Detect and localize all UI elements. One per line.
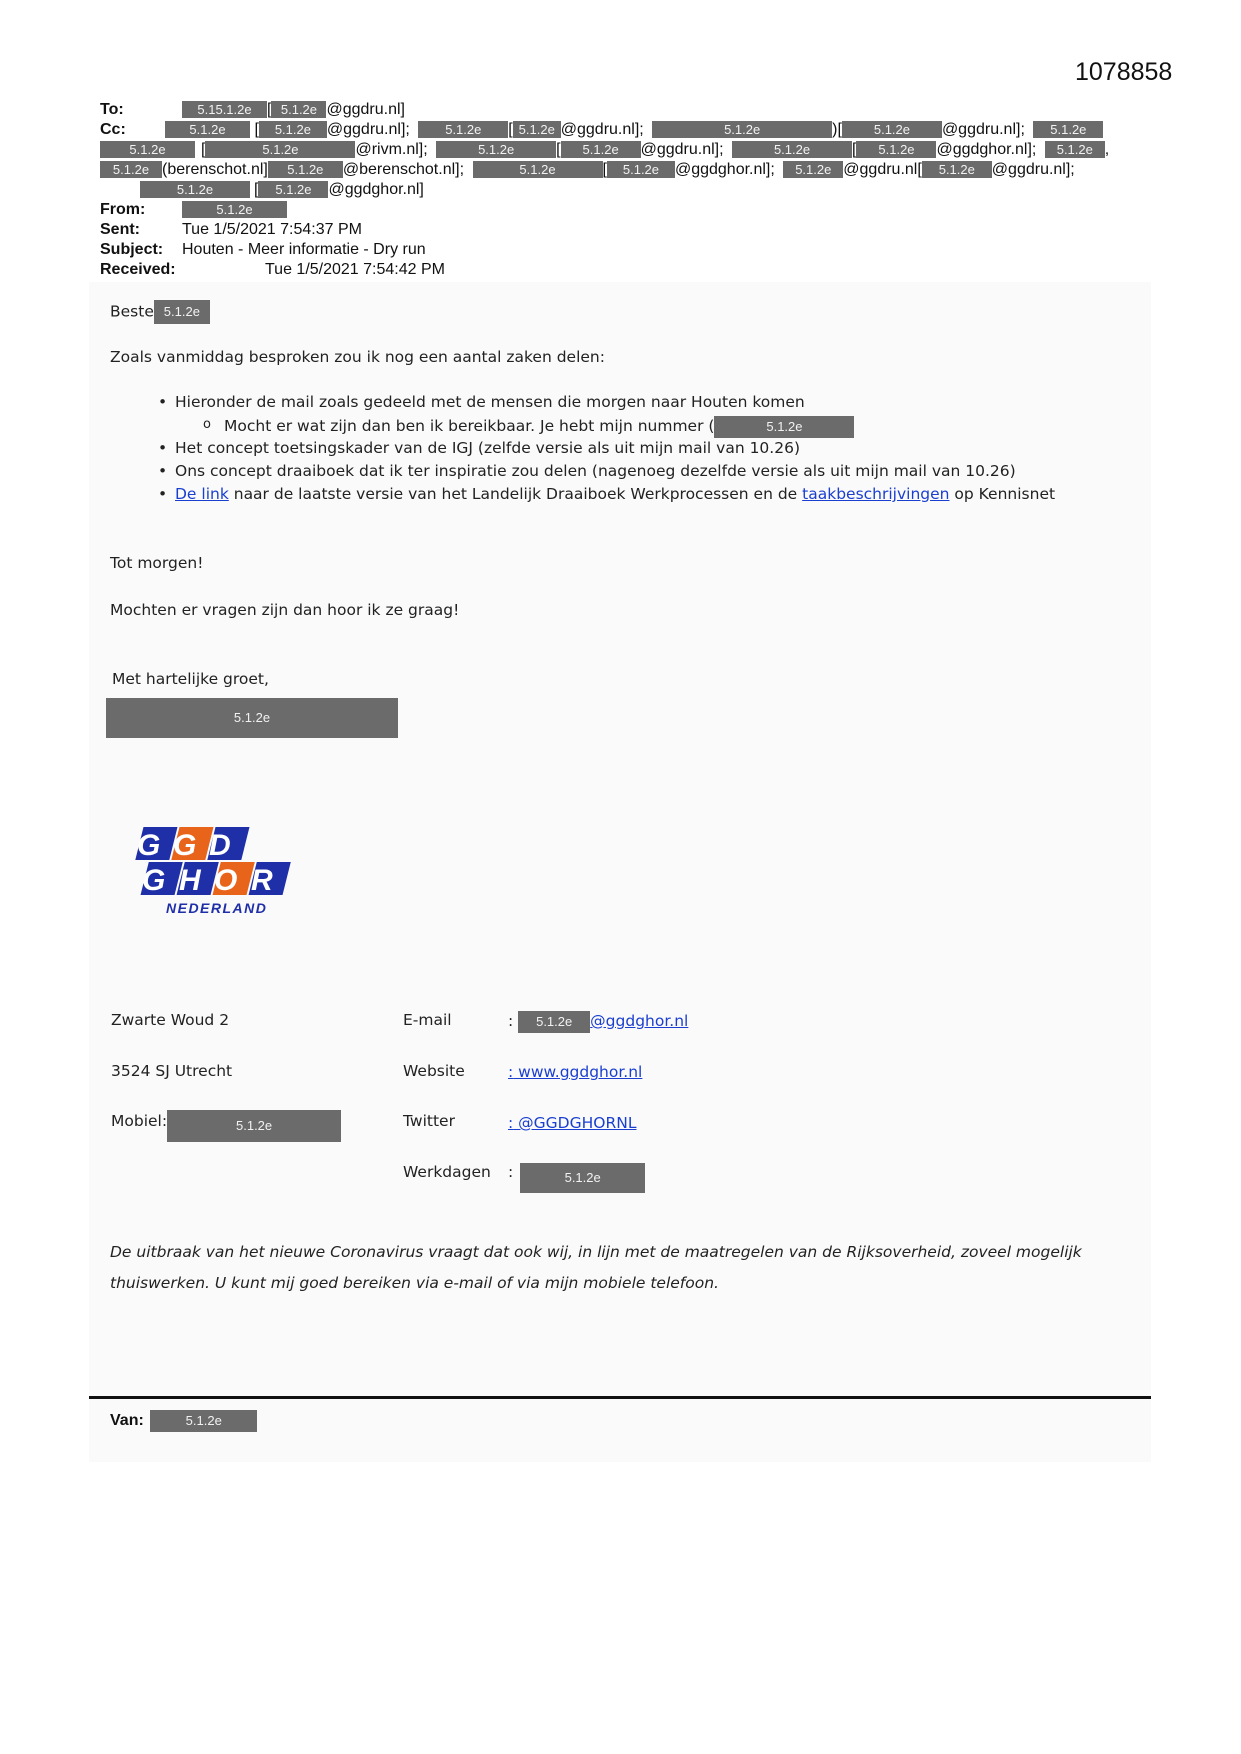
- van-label: Van:: [110, 1412, 144, 1429]
- cc-domain: @rivm.nl];: [355, 141, 428, 158]
- coronavirus-notice: De uitbraak van het nieuwe Coronavirus vraagt dat ook wij, in lijn met de maatregelen van de Rijksoverheid, zoveel mogelijk thuiswerken. U kunt mij goed bereiken via e-mail of via mijn mobiele telefoon.: [110, 1243, 1082, 1292]
- to-label: To:: [100, 101, 124, 118]
- redaction: 5.1.2e: [100, 161, 162, 178]
- bullet-list: [110, 393, 1055, 508]
- redaction: 5.1.2e: [783, 161, 843, 178]
- workdays-redaction: 5.1.2e: [520, 1163, 645, 1193]
- twitter-label: Twitter: [403, 1112, 455, 1130]
- list-item: • Het concept toetsingskader van de IGJ (zelfde versie als uit mijn mail van 10.26): [110, 439, 1055, 462]
- redaction: 5.1.2e: [652, 121, 832, 138]
- redaction: 5.1.2e: [140, 181, 250, 198]
- workdays-label: Werkdagen: [403, 1163, 491, 1181]
- logo-letter: G: [173, 829, 197, 862]
- subject-label: Subject:: [100, 241, 164, 258]
- logo-letter: O: [214, 864, 238, 897]
- logo-letter: G: [142, 864, 166, 897]
- redaction: 5.1.2e: [732, 141, 852, 158]
- redaction: 5.1.2e: [268, 161, 343, 178]
- website-label: Website: [403, 1062, 465, 1080]
- from-label: From:: [100, 201, 146, 218]
- to-address-domain: @ggdru.nl]: [326, 101, 405, 118]
- redaction: 5.1.2e: [271, 101, 326, 118]
- cc-domain: @ggdghor.nl]: [328, 181, 424, 198]
- ggd-ghor-logo: [128, 825, 288, 915]
- cc-domain: @berenschot.nl];: [342, 161, 465, 178]
- sent-label: Sent:: [100, 221, 140, 238]
- redaction: 5.1.2e: [182, 201, 287, 218]
- sent-value: Tue 1/5/2021 7:54:37 PM: [182, 221, 362, 238]
- cc-domain: (berenschot.nl]: [162, 161, 268, 178]
- cc-domain: @ggdru.nl[: [843, 161, 922, 178]
- signature-name-redaction: 5.1.2e: [106, 698, 398, 738]
- cc-domain: @ggdghor.nl];: [936, 141, 1037, 158]
- cc-domain: @ggdru.nl];: [941, 121, 1025, 138]
- logo-letter: R: [251, 864, 273, 897]
- cc-domain: @ggdru.nl];: [326, 121, 410, 138]
- redaction: 5.1.2e: [856, 141, 936, 158]
- redaction: 5.1.2e: [258, 181, 328, 198]
- logo-nederland-text: NEDERLAND: [166, 900, 268, 916]
- redaction: 5.1.2e: [418, 121, 508, 138]
- redaction: 5.15.1.2e: [182, 101, 267, 118]
- logo-letter: D: [209, 829, 231, 862]
- cc-domain: @ggdru.nl];: [560, 121, 644, 138]
- redaction: 5.1.2e: [561, 141, 641, 158]
- redaction: 5.1.2e: [842, 121, 942, 138]
- redaction: 5.1.2e: [165, 121, 250, 138]
- received-value: Tue 1/5/2021 7:54:42 PM: [265, 261, 445, 278]
- twitter-link[interactable]: : @GGDGHORNL: [508, 1114, 637, 1132]
- list-item: • De link naar de laatste versie van het Landelijk Draaiboek Werkprocessen en de taakbeschrijvingen op Kennisnet: [110, 485, 1055, 508]
- email-label: E-mail: [403, 1011, 452, 1029]
- redaction: 5.1.2e: [473, 161, 603, 178]
- address-city: 3524 SJ Utrecht: [111, 1062, 233, 1080]
- redaction: 5.1.2e: [154, 300, 210, 324]
- taakbeschrijvingen-link[interactable]: taakbeschrijvingen: [802, 485, 950, 503]
- address-street: Zwarte Woud 2: [111, 1011, 230, 1029]
- redaction: 5.1.2e: [1033, 121, 1103, 138]
- separator-rule: [89, 1396, 1151, 1399]
- mobile-label: Mobiel:: [111, 1112, 168, 1130]
- redaction: 5.1.2e: [1045, 141, 1105, 158]
- list-item: • Ons concept draaiboek dat ik ter inspiratie zou delen (nagenoeg dezelfde versie als uit mijn mail van 10.26): [110, 462, 1055, 485]
- redaction: 5.1.2e: [100, 141, 195, 158]
- redaction: 5.1.2e: [714, 416, 854, 438]
- received-label: Received:: [100, 261, 176, 278]
- closing-question-text: Mochten er vragen zijn dan hoor ik ze graag!: [110, 601, 460, 619]
- email-redaction: 5.1.2e: [518, 1011, 590, 1033]
- closing-text: Tot morgen!: [110, 554, 204, 572]
- draaiboek-link[interactable]: De link: [175, 485, 229, 503]
- regards-text: Met hartelijke groet,: [112, 670, 269, 688]
- redaction: 5.1.2e: [607, 161, 675, 178]
- greeting: Beste: [110, 302, 154, 321]
- subject-value: Houten - Meer informatie - Dry run: [182, 241, 426, 258]
- redaction: 5.1.2e: [922, 161, 992, 178]
- cc-label: Cc:: [100, 121, 126, 138]
- document-number: 1078858: [1075, 58, 1173, 86]
- cc-domain: @ggdru.nl];: [640, 141, 724, 158]
- intro-text: Zoals vanmiddag besproken zou ik nog een aantal zaken delen:: [110, 348, 605, 366]
- redaction: 5.1.2e: [205, 141, 355, 158]
- logo-letter: G: [137, 829, 161, 862]
- cc-domain: @ggdghor.nl];: [674, 161, 775, 178]
- list-item: • Hieronder de mail zoals gedeeld met de mensen die morgen naar Houten komen: [110, 393, 1055, 416]
- website-link[interactable]: : www.ggdghor.nl: [508, 1063, 643, 1081]
- list-item: o Mocht er wat zijn dan ben ik bereikbaar. Je hebt mijn nummer ( 5.1.2e: [110, 416, 1055, 439]
- redaction: 5.1.2e: [436, 141, 556, 158]
- mobile-redaction: 5.1.2e: [167, 1110, 341, 1142]
- redaction: 5.1.2e: [513, 121, 561, 138]
- email-domain-link[interactable]: @ggdghor.nl: [590, 1012, 689, 1030]
- van-redaction: 5.1.2e: [150, 1410, 257, 1432]
- cc-domain: @ggdru.nl];: [991, 161, 1075, 178]
- redaction: 5.1.2e: [259, 121, 327, 138]
- logo-letter: H: [179, 864, 201, 897]
